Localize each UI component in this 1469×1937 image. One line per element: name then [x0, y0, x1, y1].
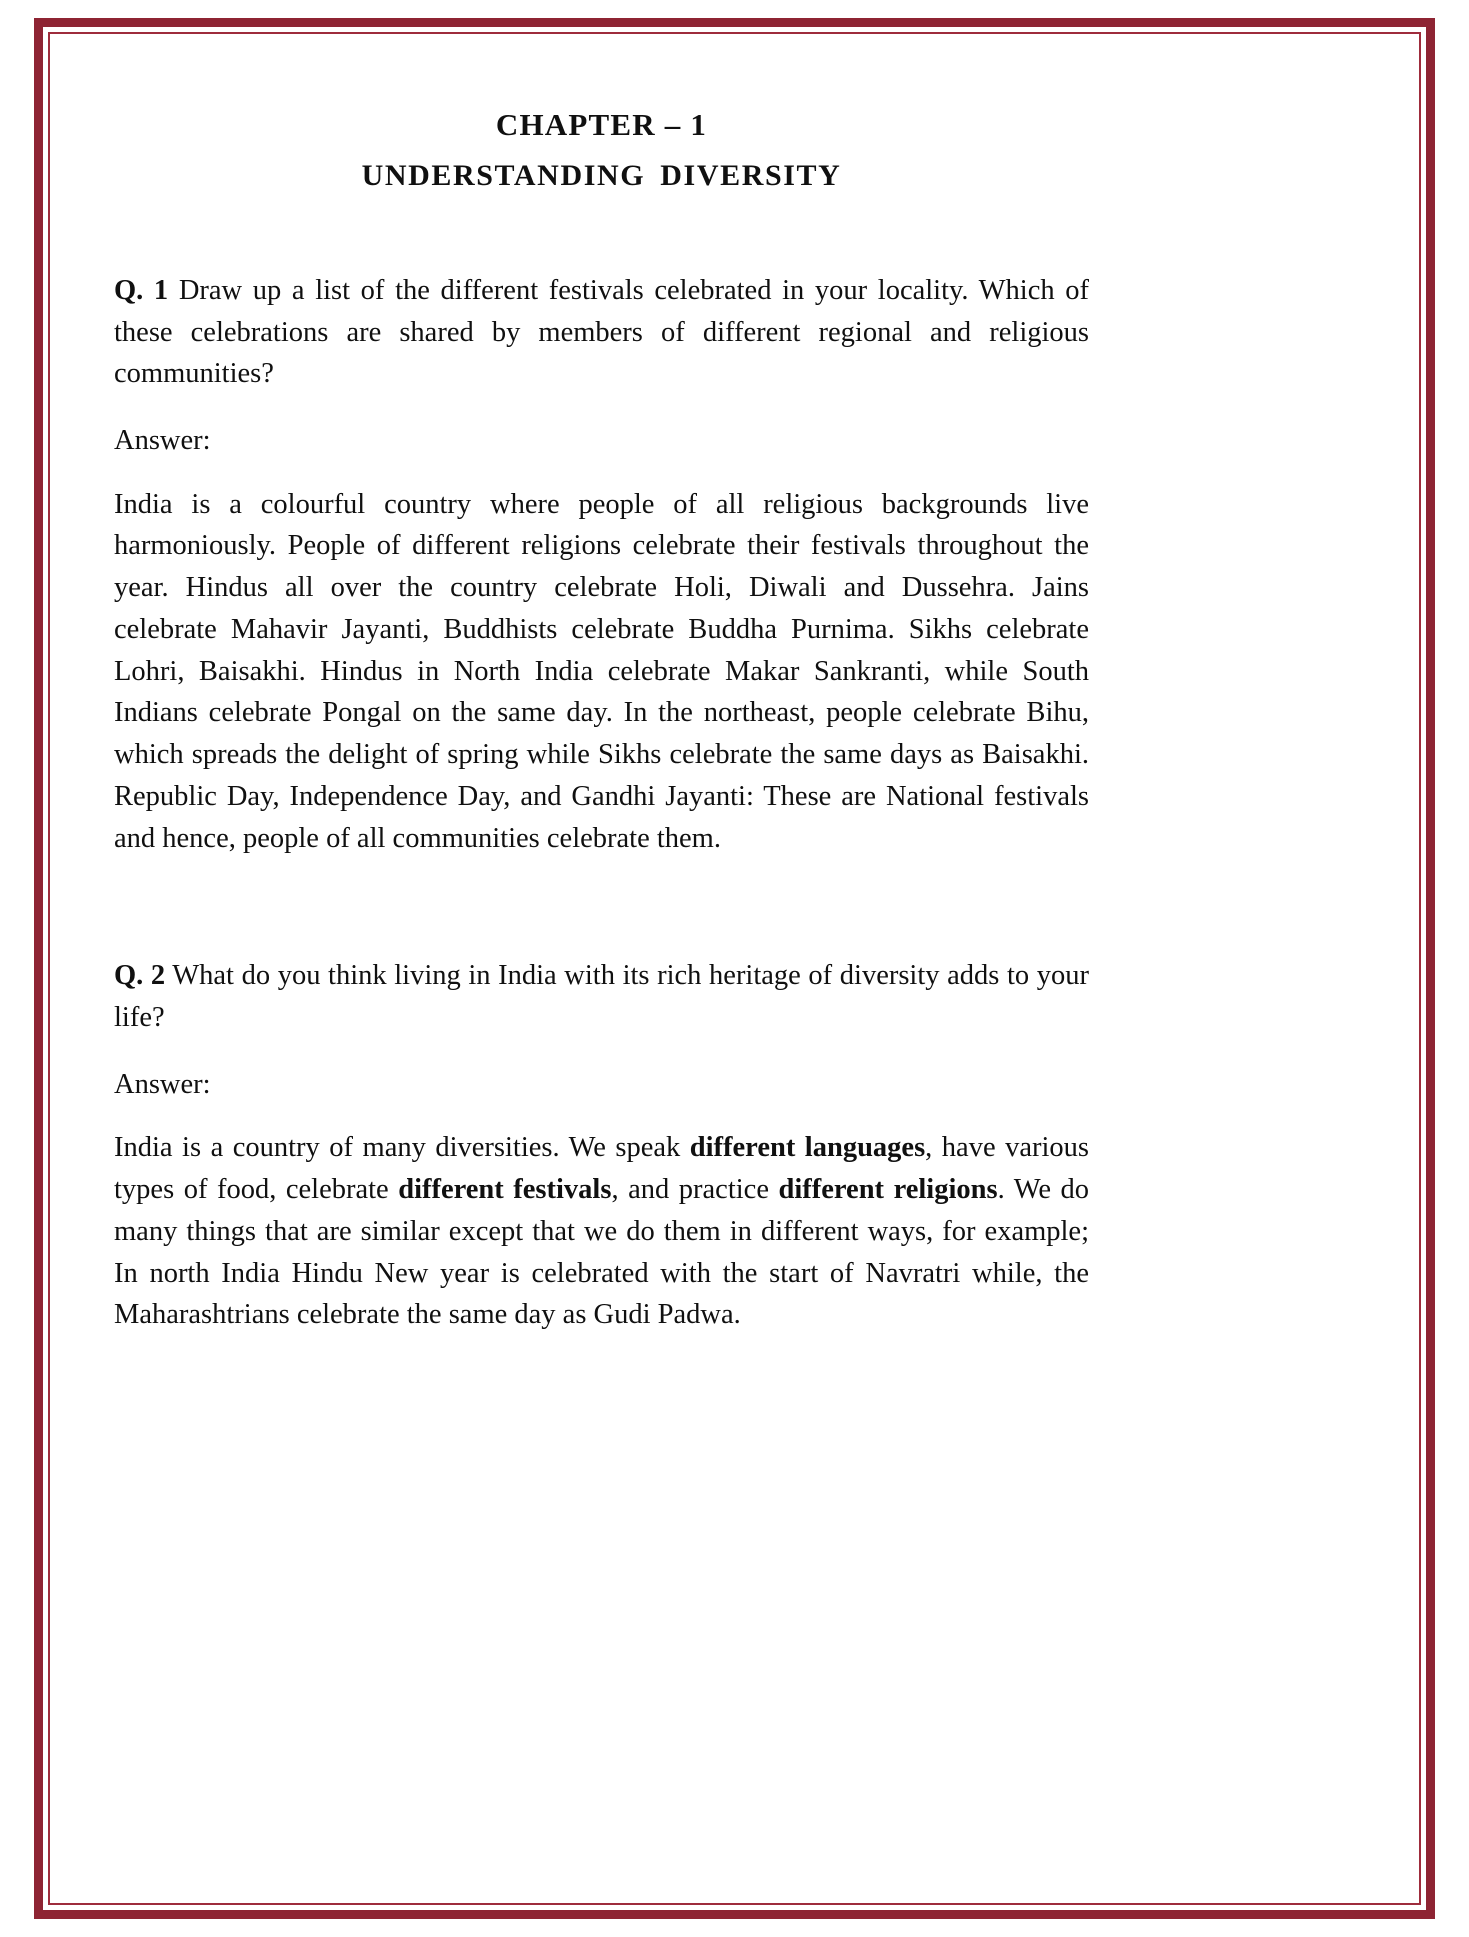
chapter-title: CHAPTER – 1 [495, 107, 708, 142]
question-1-text: Draw up a list of the different festivals celebrated in your locality. Which of these celebrations are shared by members of different regional and religious communities? [114, 275, 1089, 389]
question-2-text: What do you think living in India with its rich heritage of diversity adds to your life? [114, 960, 1089, 1033]
qa-block-2 [114, 955, 1089, 1336]
question-2-label: Q. 2 [114, 960, 166, 992]
document-content [114, 104, 1089, 1336]
answer-1-label: Answer: [114, 425, 211, 457]
answer-2-label: Answer: [114, 1068, 211, 1100]
answer-2-body: India is a country of many diversities. We speak different languages, have various types of food, celebrate different festivals, and practice different religions. We do many things that are similar except that we do them in different ways, for example; In north India Hindu New year is celebrated with the start of Navratri while, the Maharashtrians celebrate the same day as Gudi Padwa. [114, 1132, 1090, 1331]
question-1 [114, 270, 1089, 394]
answer-1-body: India is a colourful country where people of all religious backgrounds live harmoniously. People of different religions celebrate their festivals throughout the year. Hindus all over the country celebrate Holi, Diwali and Dussehra. Jains celebrate Mahavir Jayanti, Buddhists celebrate Buddha Purnima. Sikhs celebrate Lohri, Baisakhi. Hindus in North India celebrate Makar Sankranti, while South Indians celebrate Pongal on the same day. In the northeast, people celebrate Bihu, which spreads the delight of spring while Sikhs celebrate the same days as Baisakhi. Republic Day, Independence Day, and Gandhi Jayanti: These are National festivals and hence, people of all communities celebrate them. [114, 488, 1089, 854]
question-1-label: Q. 1 [114, 275, 169, 307]
chapter-subtitle: UNDERSTANDING DIVERSITY [361, 158, 842, 192]
section-spacer [114, 859, 1089, 955]
question-2 [114, 955, 1089, 1038]
qa-block-1 [114, 270, 1089, 859]
